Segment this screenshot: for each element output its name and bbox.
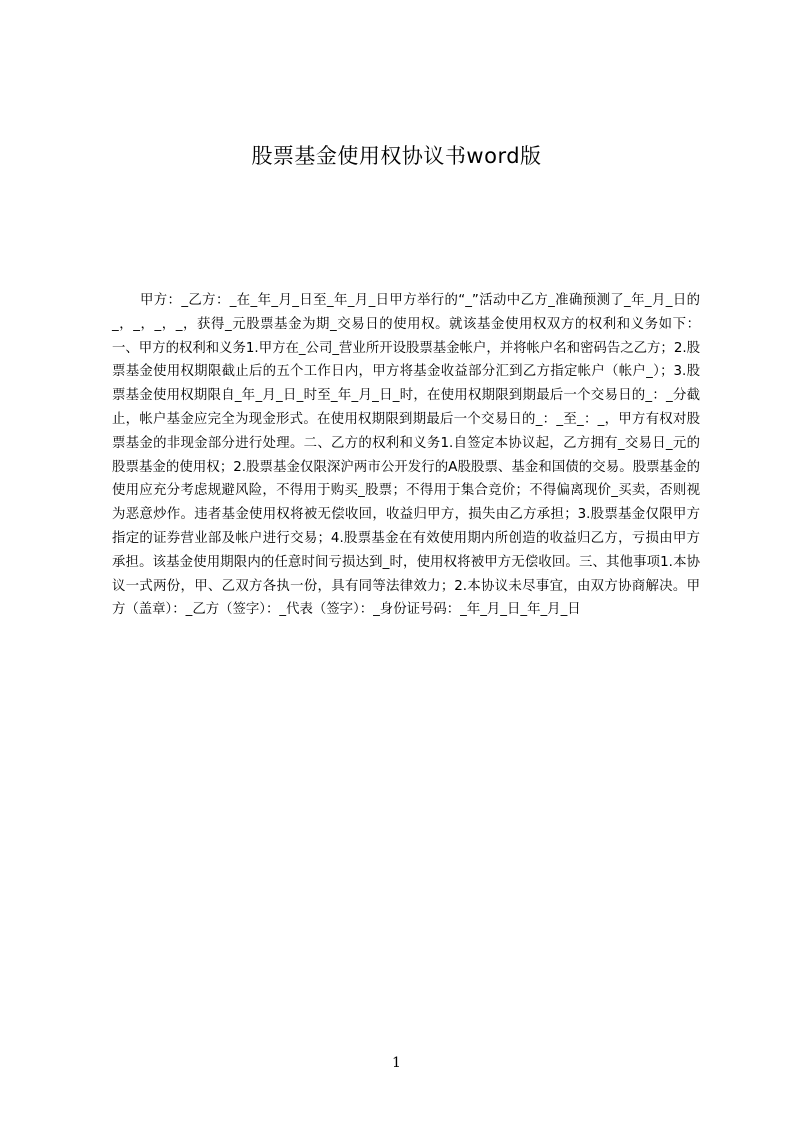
document-title: 股票基金使用权协议书word版: [251, 144, 542, 168]
page-number: 1: [392, 1055, 401, 1071]
agreement-body: 甲方：_乙方：_在_年_月_日至_年_月_日甲方举行的“_”活动中乙方_准确预测了_年_月_日的_，_，_，_，获得_元股票基金为期_交易日的使用权。就该基金使用权双方的权利和义务如下：一、甲方的权利和义务1.甲方在_公司_营业所开设股票基金帐户，并将帐户名和密码告之乙方；2.股票基金使用权期限截止后的五个工作日内，甲方将基金收益部分汇到乙方指定帐户（帐户_）；3.股票基金使用权期限自_年_月_日_时至_年_月_日_时，在使用权期限到期最后一个交易日的_：_分截止，帐户基金应完全为现金形式。在使用权期限到期最后一个交易日的_：_至_：_，甲方有权对股票基金的非现金部分进行处理。二、乙方的权利和义务1.自签定本协议起，乙方拥有_交易日_元的股票基金的使用权；2.股票基金仅限深沪两市公开发行的A股股票、基金和国债的交易。股票基金的使用应充分考虑规避风险，不得用于购买_股票；不得用于集合竞价；不得偏离现价_买卖，否则视为恶意炒作。违者基金使用权将被无偿收回，收益归甲方，损失由乙方承担；3.股票基金仅限甲方指定的证券营业部及帐户进行交易；4.股票基金在有效使用期内所创造的收益归乙方，亏损由甲方承担。该基金使用期限内的任意时间亏损达到_时，使用权将被甲方无偿收回。三、其他事项1.本协议一式两份，甲、乙双方各执一份，具有同等法律效力；2.本协议未尽事宜，由双方协商解决。甲方（盖章）：_乙方（签字）：_代表（签字）：_身份证号码：_年_月_日_年_月_日: [112, 293, 700, 618]
